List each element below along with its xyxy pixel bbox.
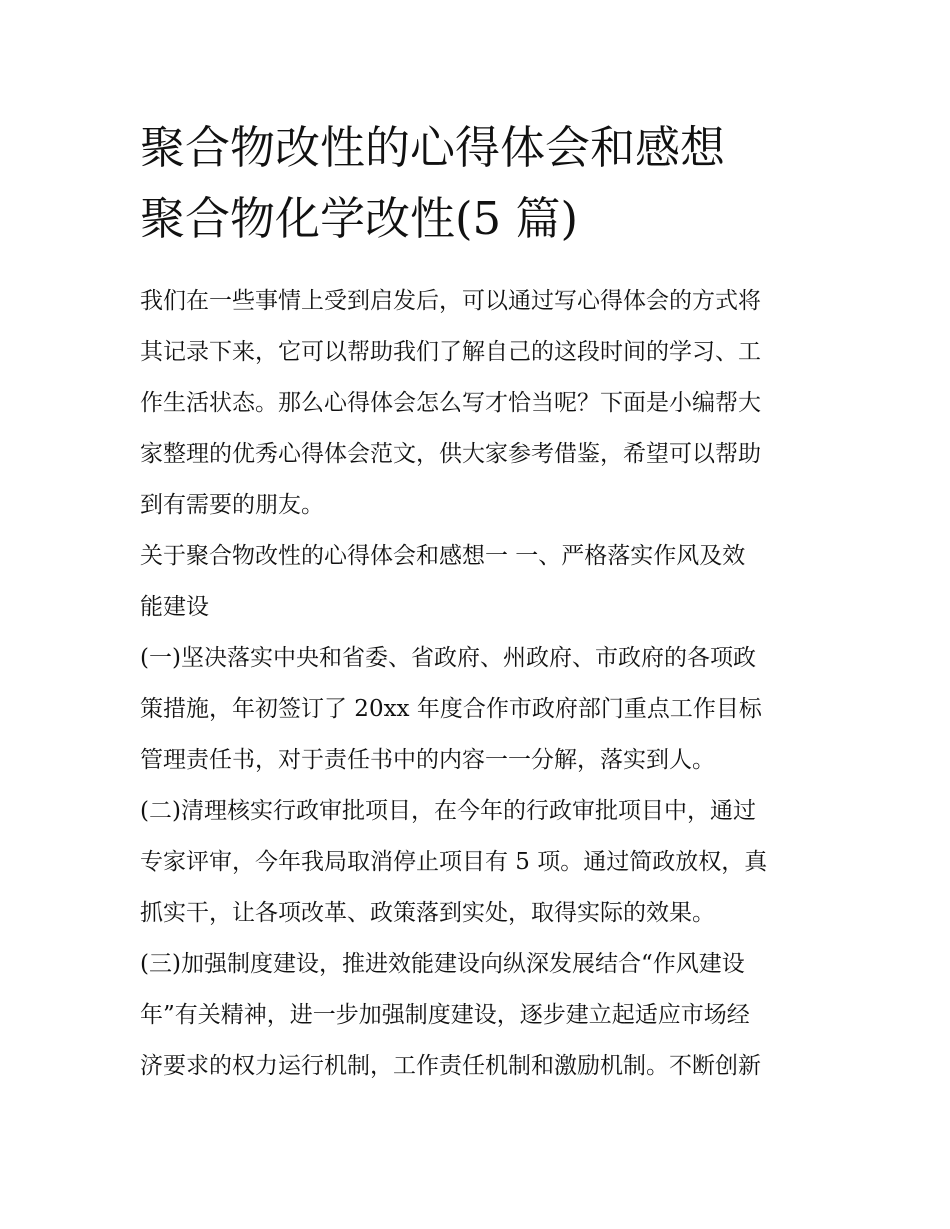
title-line: 聚合物改性的心得体会和感想 (140, 121, 726, 174)
body-line: 我们在一些事情上受到启发后，可以通过写心得体会的方式将 (140, 288, 761, 314)
title-line: 聚合物化学改性(5 篇) (140, 192, 579, 245)
body-line: 专家评审，今年我局取消停止项目有 5 项。通过简政放权，真 (140, 849, 768, 875)
body-line: 抓实干，让各项改革、政策落到实处，取得实际的效果。 (140, 900, 715, 926)
body-line: 作生活状态。那么心得体会怎么写才恰当呢？下面是小编帮大 (140, 390, 761, 416)
body-line: 家整理的优秀心得体会范文，供大家参考借鉴，希望可以帮助 (140, 441, 761, 467)
body-line: 关于聚合物改性的心得体会和感想一 一、严格落实作风及效 (140, 543, 746, 569)
document-title (140, 112, 840, 254)
body-line: (三)加强制度建设，推进效能建设向纵深发展结合“作风建设 (140, 951, 745, 977)
body-line: 策措施，年初签订了 20xx 年度合作市政府部门重点工作目标 (140, 696, 762, 722)
body-line: 能建设 (140, 594, 209, 620)
body-line: 管理责任书，对于责任书中的内容一一分解，落实到人。 (140, 747, 715, 773)
document-body (140, 276, 820, 1092)
body-line: 济要求的权力运行机制，工作责任机制和激励机制。不断创新 (140, 1053, 761, 1079)
body-line: (二)清理核实行政审批项目，在今年的行政审批项目中，通过 (140, 798, 756, 824)
body-line: 到有需要的朋友。 (140, 492, 324, 518)
body-line: (一)坚决落实中央和省委、省政府、州政府、市政府的各项政 (140, 645, 756, 671)
body-line: 年”有关精神，进一步加强制度建设，逐步建立起适应市场经 (140, 1002, 750, 1028)
body-line: 其记录下来，它可以帮助我们了解自己的这段时间的学习、工 (140, 339, 761, 365)
